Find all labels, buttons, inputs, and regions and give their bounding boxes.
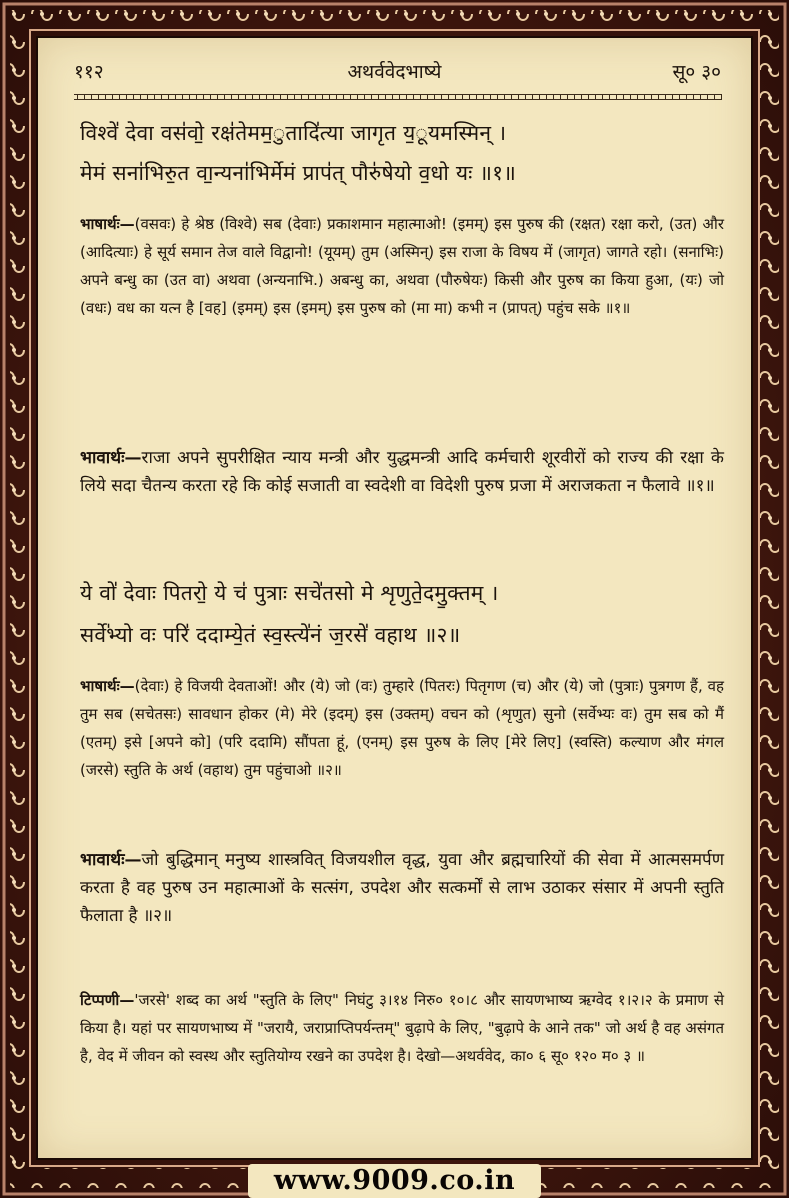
header-divider — [74, 94, 722, 100]
bhashartha-1 — [80, 210, 724, 442]
page-header — [38, 58, 751, 84]
footer — [0, 1164, 789, 1198]
bhavartha-2 — [80, 846, 724, 972]
scripture-page — [36, 36, 753, 1160]
page-number: ११२ — [74, 61, 104, 83]
bhavartha-label: भावार्थः— — [80, 850, 142, 870]
mantra-1-line-2: मेमं सना॑भिरु॒त वा॒न्यना॑भिर्मेमं प्राप॑त् पौरु॑षेयो व॒धो यः ॥१॥ — [80, 161, 517, 185]
tippani-label: टिप्पणी— — [80, 991, 135, 1009]
bhavartha-1 — [80, 444, 724, 564]
mantra-2-line-2: सर्वे॑भ्यो वः परि॑ ददाम्ये॒तं स्व॒स्त्ये॑नं ज॒रसे॑ वहाथ ॥२॥ — [80, 623, 461, 647]
bhavartha-text: राजा अपने सुपरीक्षित न्याय मन्त्री और युद्धमन्त्री आदि कर्मचारी शूरवीरों को राज्य की रक्षा के लिये सदा चैतन्य करता रहे कि कोई सजाती वा स्वदेशी वा विदेशी पुरुष प्रजा में अराजकता न फैलावे ॥१॥ — [80, 448, 724, 496]
website-watermark: www.9009.co.in — [248, 1164, 541, 1198]
mantra-1-line-1: विश्वे॑ देवा वस॑वो॒ रक्ष॑तेमम॒ुतादि॑त्या जागृत य॒ूयमस्मिन् । — [80, 121, 507, 145]
bhashartha-2 — [80, 672, 724, 852]
mantra-2-line-1: ये वो॑ देवाः पितरो॒ ये च॑ पुत्राः सचे॑तसो मे शृणुते॒दमु॒क्तम् । — [80, 581, 499, 605]
section-number: सू० ३० — [672, 61, 721, 83]
bhavartha-text: जो बुद्धिमान् मनुष्य शास्त्रवित् विजयशील वृद्ध, युवा और ब्रह्मचारियों की सेवा में आत्मसमर्पण करता है वह पुरुष उन महात्माओं के सत्संग, उपदेश और सत्कर्मों से लाभ उठाकर संसार में अपनी स्तुति फैलाता है ॥२॥ — [80, 850, 724, 926]
tippani-note — [80, 986, 724, 1146]
book-title: अथर्ववेदभाष्ये — [347, 61, 442, 83]
bhashartha-text: (देवाः) हे विजयी देवताओं! और (ये) जो (वः) तुम्हारे (पितरः) पितृगण (च) और (ये) जो (पुत्राः) पुत्रगण हैं, वह तुम सब (सचेतसः) सावधान होकर (मे) मेरे (इदम्) इस (उक्तम्) वचन को (शृणुत) सुनो (सर्वेभ्यः वः) तुम सब को मैं (एतम्) इसे [अपने को] (परि ददामि) सौंपता हूं, (एनम्) इस पुरुष के लिए [मेरे लिए] (स्वस्ति) कल्याण और मंगल (जरसे) स्तुति के अर्थ (वहाथ) तुम पहुंचाओ ॥२॥ — [80, 677, 724, 779]
bhashartha-label: भाषार्थः— — [80, 215, 135, 233]
bhavartha-label: भावार्थः— — [80, 448, 142, 468]
tippani-text: 'जरसे' शब्द का अर्थ "स्तुति के लिए" निघंटु ३।१४ निरु० १०।८ और सायणभाष्य ऋग्वेद १।२।२ के प्रमाण से किया है। यहां पर सायणभाष्य में "जरायै, जराप्राप्तिपर्यन्तम्" बुढ़ापे के लिए, "बुढ़ापे के आने तक" जो अर्थ है वह असंगत है, वेद में जीवन को स्वस्थ और स्तुतियोग्य रखने का उपदेश है। देखो—अथर्ववेद, का० ६ सू० १२० म० ३ ॥ — [80, 991, 724, 1065]
bhashartha-text: (वसवः) हे श्रेष्ठ (विश्वे) सब (देवाः) प्रकाशमान महात्माओ! (इमम्) इस पुरुष की (रक्षत) रक्षा करो, (उत) और (आदित्याः) हे सूर्य समान तेज वाले विद्वानो! (यूयम्) तुम (अस्मिन्) इस राजा के विषय में (जागृत) जागते रहो। (सनाभिः) अपने बन्धु का (उत वा) अथवा (अन्यनाभि.) अबन्धु का, अथवा (पौरुषेयः) किसी और पुरुष का किया हुआ, (यः) जो (वधः) वध का यत्न है [वह] (इमम्) इस (इमम्) इस पुरुष को (मा मा) कभी न (प्रापत्) पहुंच सके ॥१॥ — [80, 215, 724, 317]
bhashartha-label: भाषार्थः— — [80, 677, 135, 695]
